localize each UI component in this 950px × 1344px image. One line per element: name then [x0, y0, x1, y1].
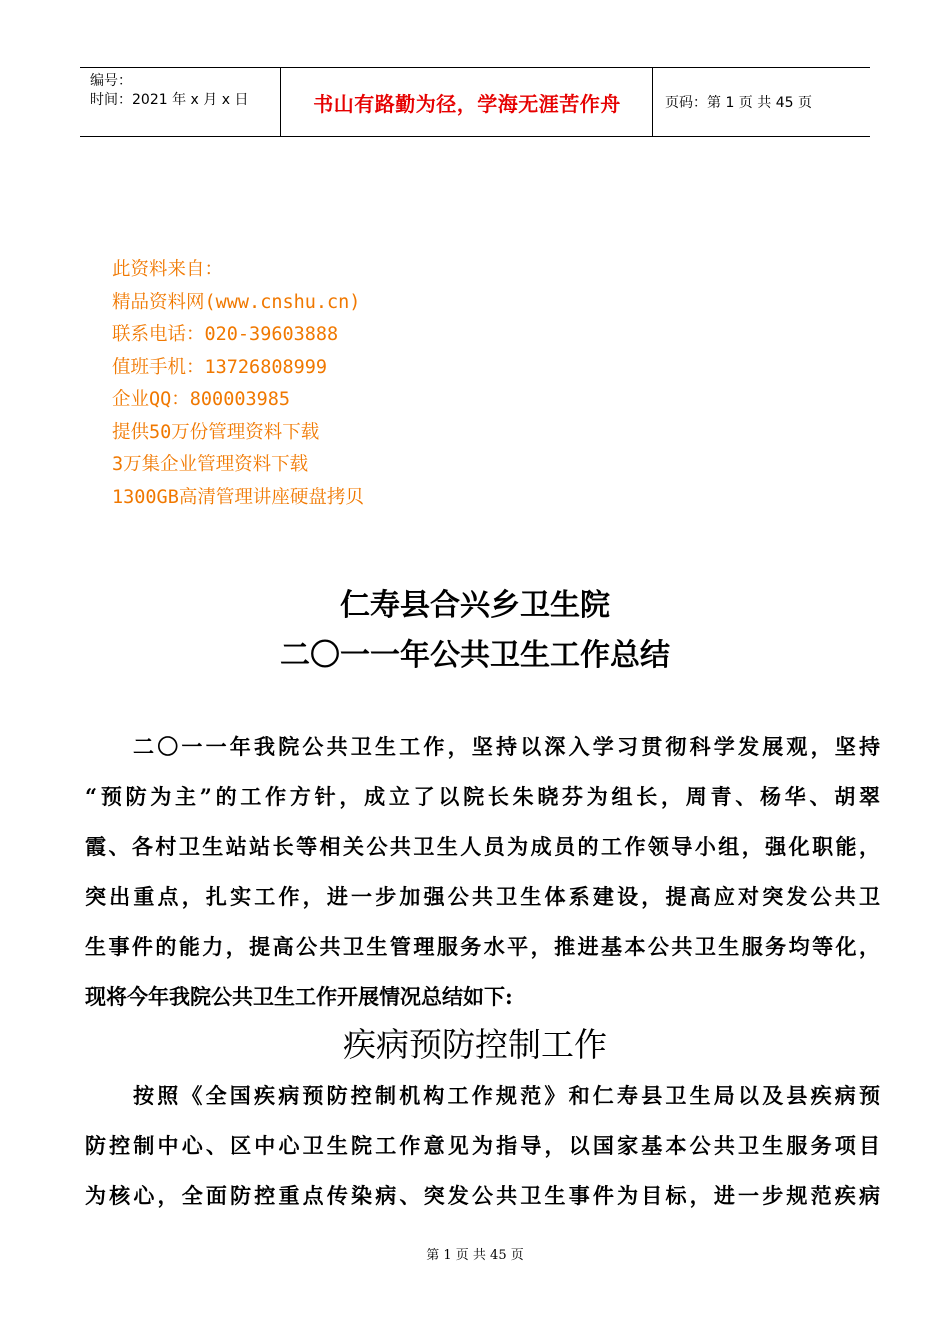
source-line: 1300GB高清管理讲座硬盘拷贝 [112, 486, 364, 508]
header-motto: 书山有路勤为径，学海无涯苦作舟 [313, 91, 621, 116]
paragraph-line: 按照《全国疾病预防控制机构工作规范》和仁寿县卫生局以及县疾病预 [133, 1083, 880, 1108]
document-date-label: 时间：2021 年 x 月 x 日 [90, 92, 249, 108]
paragraph-line: 防控制中心、区中心卫生院工作意见为指导，以国家基本公共卫生服务项目 [85, 1133, 880, 1158]
source-info-block [112, 254, 364, 514]
header-meta-cell [80, 68, 281, 136]
document-title-line2: 二〇一一年公共卫生工作总结 [280, 638, 670, 673]
page-footer: 第 1 页 共 45 页 [426, 1248, 524, 1263]
page-header [80, 67, 870, 137]
paragraph-line: 现将今年我院公共卫生工作开展情况总结如下: [85, 984, 513, 1009]
section-heading: 疾病预防控制工作 [343, 1025, 607, 1064]
paragraph-line: 为核心，全面防控重点传染病、突发公共卫生事件为目标，进一步规范疾病 [85, 1183, 880, 1208]
source-line: 精品资料网(www.cnshu.cn) [112, 291, 361, 313]
paragraph-line: “预防为主”的工作方针，成立了以院长朱晓芬为组长，周青、杨华、胡翠 [85, 784, 880, 809]
intro-paragraph [85, 722, 880, 1022]
source-line: 3万集企业管理资料下载 [112, 454, 309, 475]
document-title-line1: 仁寿县合兴乡卫生院 [340, 588, 610, 623]
paragraph-line: 生事件的能力，提高公共卫生管理服务水平，推进基本公共卫生服务均等化， [85, 934, 880, 959]
disease-control-paragraph [85, 1071, 880, 1221]
source-line: 企业QQ：800003985 [112, 389, 291, 410]
source-line: 此资料来自： [112, 259, 224, 280]
source-line: 联系电话：020-39603888 [112, 324, 339, 345]
header-page-label: 页码：第 1 页 共 45 页 [665, 95, 812, 111]
paragraph-line: 突出重点，扎实工作，进一步加强公共卫生体系建设，提高应对突发公共卫 [85, 884, 880, 909]
source-line: 提供50万份管理资料下载 [112, 421, 320, 443]
document-number-label: 编号： [90, 73, 132, 89]
header-motto-cell [282, 68, 653, 136]
source-line: 值班手机：13726808999 [112, 356, 328, 378]
paragraph-line: 霞、各村卫生站站长等相关公共卫生人员为成员的工作领导小组，强化职能， [85, 834, 880, 859]
paragraph-line: 二〇一一年我院公共卫生工作，坚持以深入学习贯彻科学发展观，坚持 [133, 734, 880, 759]
